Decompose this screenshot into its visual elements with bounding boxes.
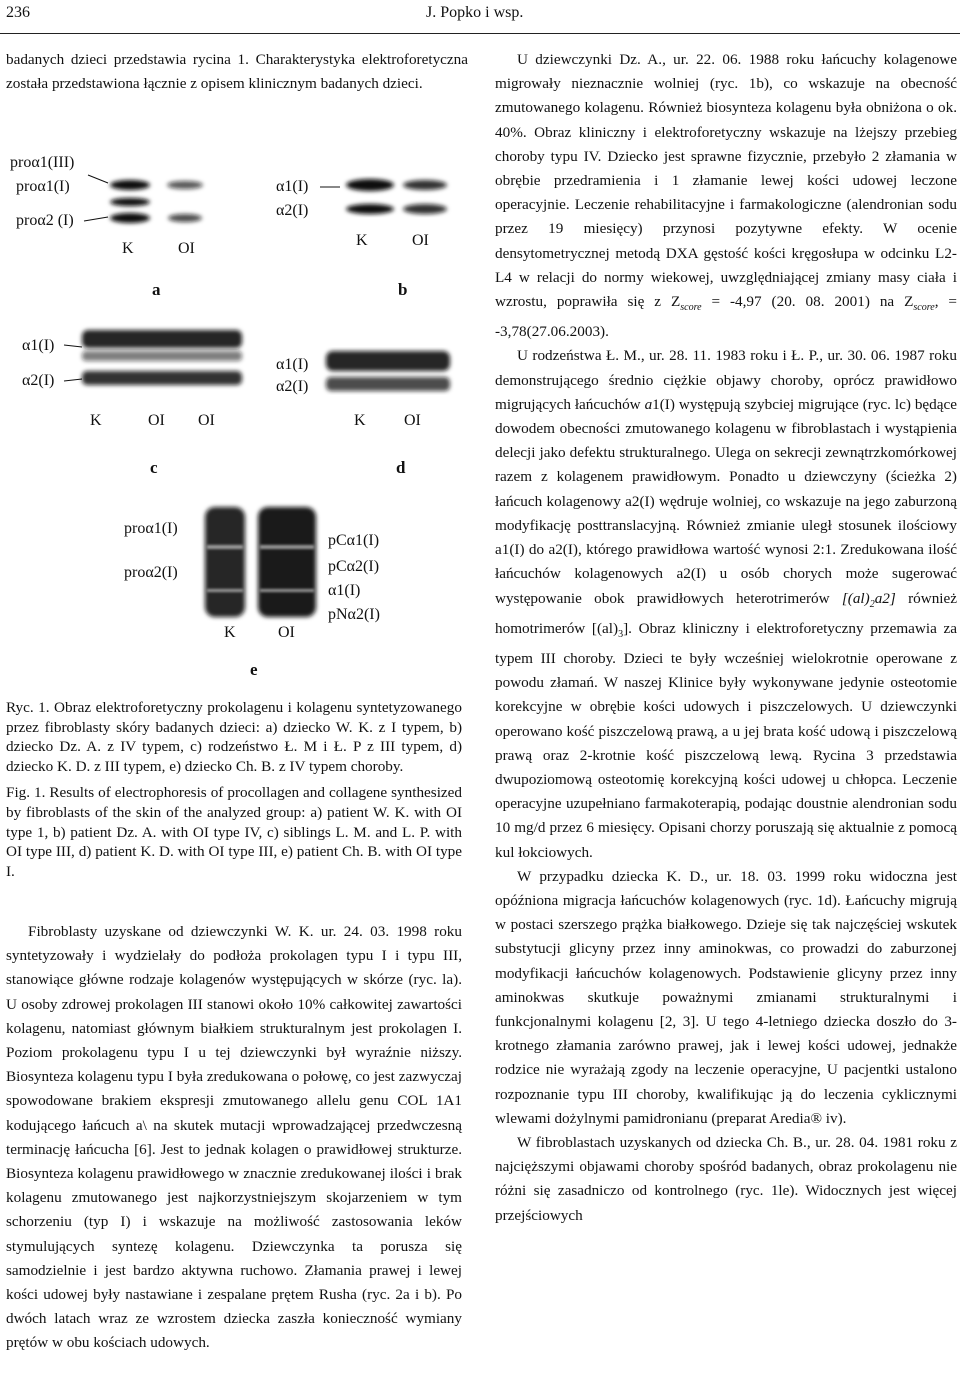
lane-b-k: K <box>356 232 368 249</box>
panel-letter-b: b <box>398 280 408 299</box>
gel-panel-e <box>124 507 380 679</box>
label-b-1: α1(I) <box>276 178 309 195</box>
panel-letter-a: a <box>152 280 161 299</box>
lane-b-oi: OI <box>412 232 429 249</box>
panel-letter-c: c <box>150 458 158 477</box>
paragraph-siblings: U rodzeństwa Ł. M., ur. 28. 11. 1983 roku i Ł. P., ur. 30. 06. 1987 roku demonstrującego średnio ciężkie objawy choroby, oprócz prawidłowo migrujących łańcuchów a1(I) występują szybciej migrujące (ryc. lc) będące dowodem obecności zmutowanego kolagenu w fibroblastach i wystąpienia delecji jako defektu strukturalnego. Ulega on sekrecji zewnątrzkomórkowej razem z kolagenem prawidłowym. Ponadto u dziewczyny (ścieżka 2) łańcuch kolagenowy a2(I) wędruje wolniej, co wskazuje na jego zaburzoną modyfikację posttranslacyjną. Również zmianie uległ stosunek ilościowy a1(I) do a2(I), którego prawidłowa wartość wynosi 2:1. Zredukowana ilość łańcuchów kolagenowych a2(I) u osób chorych może sugerować występowanie obok prawidłowych heterotrimerów $[(al)_2a2]$ również homotrimerów $[(al)_3]$. Obraz kliniczny i elektroforetyczny przemawia za typem III choroby. Dzieci te były wcześniej wielokrotnie operowane z powodu złamań. W naszej Klinice były wykonywane jedynie osteotomie korekcyjne w obrębie kości udowych i piszczelowych. U dziewczynki operowano kość piszczelową prawą, a u jej brata kość udową i piszczelową prawą oraz 2-krotnie kość piszczelową lewą. Rycina 3 przedstawia dwupoziomową osteotomię korekcyjną kości udowej u chłopca. Leczenie operacyjne uzupełniano farmakoterapią, podając doustnie alendronian sodu 10 mg/d przez 6 miesięcy. Opisani chorzy poruszają się aktualnie z pomocą kul łokciowych. <box>495 347 957 861</box>
left-column-bottom <box>6 920 462 1356</box>
intro-paragraph: badanych dzieci przedstawia rycina 1. Charakterystyka elektroforetyczna została przedstawiona łącznie z opisem klinicznym badanych dzieci. <box>6 51 468 93</box>
lane-d-k: K <box>354 412 366 429</box>
lane-c-k: K <box>90 412 102 429</box>
lane-e-oi: OI <box>278 624 295 641</box>
label-e-right-4: pNα2(I) <box>328 606 380 623</box>
panel-letter-d: d <box>396 458 406 477</box>
caption-english: Fig. 1. Results of electrophoresis of procollagen and collagene synthesized by fibroblasts of the skin of the analyzed group: a) patient W. K. with OI type 1, b) patient Dz. A. with OI type IV, c) siblings L. M. and L. P. with OI type III, d) patient K. D. with OI type III, e) patient Ch. B. with OI type I. <box>6 784 462 880</box>
running-head: J. Popko i wsp. <box>426 4 524 21</box>
lane-e-k: K <box>224 624 236 641</box>
figure-caption <box>6 698 462 888</box>
gel-panel-a <box>10 154 203 299</box>
label-d-2: α2(I) <box>276 378 309 395</box>
label-c-2: α2(I) <box>22 372 55 389</box>
label-a-1: proα1(III) <box>10 154 75 171</box>
right-column <box>495 48 957 1228</box>
label-e-left-1: proα1(I) <box>124 520 178 537</box>
electrophoresis-gels <box>0 145 470 685</box>
label-a-2: proα1(I) <box>16 178 70 195</box>
header-rule <box>0 33 960 34</box>
gel-panel-c <box>22 330 242 477</box>
lane-c-oi-2: OI <box>198 412 215 429</box>
label-b-2: α2(I) <box>276 202 309 219</box>
left-column-top <box>6 48 468 96</box>
paragraph-dza: U dziewczynki Dz. A., ur. 22. 06. 1988 roku łańcuchy kolagenowe migrowały nieznacznie wolniej (ryc. 1b), co wskazuje na obecność zmutowanego kolagenu. Również biosynteza kolagenu była obniżona o ok. 40%. Obraz kliniczny i elektroforetyczny wskazuje na lżejszy przebieg choroby typu IV. Dziecko jest sprawne fizycznie, przebyło 2 złamania w obrębie przedramienia i 1 złamanie lewej kości udowej leczone operacyjnie. Leczenie rehabilitacyjne i farmakologiczne (alendronian sodu przez 19 miesięcy) przynosi pozytywne efekty. W ocenie densytometrycznej metodą DXA gęstość kości kręgosłupa w odcinku L2-L4 w relacji do normy wiekowej, uwzględniającej zmiany masy ciała i wzrostu, poprawiła się z $Z_{score} = -4,97$ (20. 08. 2001) na $Z_{score}$, = -3,78(27.06.2003). <box>495 51 957 341</box>
label-e-right-3: α1(I) <box>328 582 361 599</box>
lane-a-k: K <box>122 240 134 257</box>
label-d-1: α1(I) <box>276 356 309 373</box>
label-e-right-1: pCα1(I) <box>328 532 380 549</box>
lane-a-oi: OI <box>178 240 195 257</box>
lane-d-oi: OI <box>404 412 421 429</box>
label-c-1: α1(I) <box>22 337 55 354</box>
label-e-left-2: proα2(I) <box>124 564 178 581</box>
panel-letter-e: e <box>250 660 258 679</box>
figure-1-electrophoresis <box>0 145 470 685</box>
paragraph-chb: W fibroblastach uzyskanych od dziecka Ch. B., ur. 28. 04. 1981 roku z najcięższymi objawami choroby spośród badanych, obraz prokolagenu nie różni się zasadniczo od kontrolnego (ryc. 1le). Widocznych jest więcej przejściowych <box>495 1134 957 1224</box>
page-header <box>0 0 960 38</box>
caption-polish: Ryc. 1. Obraz elektroforetyczny prokolagenu i kolagenu syntetyzowanego przez fibroblasty skóry badanych dzieci: a) dziecko W. K. z I typem, b) dziecko Dz. A. z IV typem, c) rodzeństwo Ł. M i Ł. P z III typem, d) dziecko K. D. z III typem, e) dziecko Ch. B. z IV typem choroby. <box>6 699 462 775</box>
page-number: 236 <box>6 4 30 21</box>
gel-panel-b <box>276 178 447 299</box>
paragraph-kd: W przypadku dziecka K. D., ur. 18. 03. 1999 roku widoczna jest opóźniona migracja łańcuchów kolagenowych (ryc. 1d). Łańcuchy migrują w postaci szerszego prążka białkowego. Dzieje się tak najczęściej wskutek substytucji glicyny przez inny aminokwas, co prowadzi do zaburzonej modyfikacji łańcuchów kolagenowych. Podstawienie glicyny przez inny aminokwas skutkuje poważnymi zmianami strukturalnymi i funkcjonalnymi kolagenu [2, 3]. U tego 4-letniego dziecka doszło do 3-krotnego złamania zarówno prawej, jak i lewej kości udowej, jednakże rodzice nie wyrażają zgody na leczenie operacyjne, U pacjentki ustalono rozpoznanie typu III choroby, kwalifikując ją do leczenia cyklicznymi wlewami dożylnymi pamidronianu (preparat Aredia® iv). <box>495 867 957 1127</box>
paragraph-wk: Fibroblasty uzyskane od dziewczynki W. K. ur. 24. 03. 1998 roku syntetyzowały i wydzielały do podłoża prokolagen typu I i typu III, stanowiące główne rodzaje kolagenów występujących w skórze (ryc. la). U osoby zdrowej prokolagen III stanowi około 10% całkowitej zawartości kolagenu, natomiast głównym białkiem strukturalnym jest prokolagen I. Poziom prokolagenu typu I u tej dziewczynki był wyraźnie niższy. Biosynteza kolagenu typu I była zredukowana o połowę, co jest zazwyczaj spowodowane brakiem ekspresji zmutowanego allelu genu COL 1A1 kodującego łańcuch a\ na skutek mutacji wprowadzającej przedwczesną terminację łańcucha [6]. Jest to jednak kolagen o prawidłowej strukturze. Biosynteza kolagenu prawidłowego w znacznie zredukowanej ilości i brak kolagenu zmutowanego jest najkorzystniejszym skojarzeniem w tym schorzeniu (typ I) i wskazuje na możliwość zastosowania leków stymulujących syntezę kolagenu. Dziewczynka ta porusza się samodzielnie i jest bardzo aktywna ruchowo. Złamania prawej i lewej kości udowej były nastawiane i zespalane prętem Rusha (ryc. 2a i b). Po dwóch latach wraz ze wzrostem dziecka zaszła konieczność wymiany prętów w obu kościach udowych. <box>6 923 462 1352</box>
label-a-3: proα2 (I) <box>16 212 74 229</box>
lane-c-oi-1: OI <box>148 412 165 429</box>
gel-panel-d <box>276 351 450 477</box>
label-e-right-2: pCα2(I) <box>328 558 380 575</box>
